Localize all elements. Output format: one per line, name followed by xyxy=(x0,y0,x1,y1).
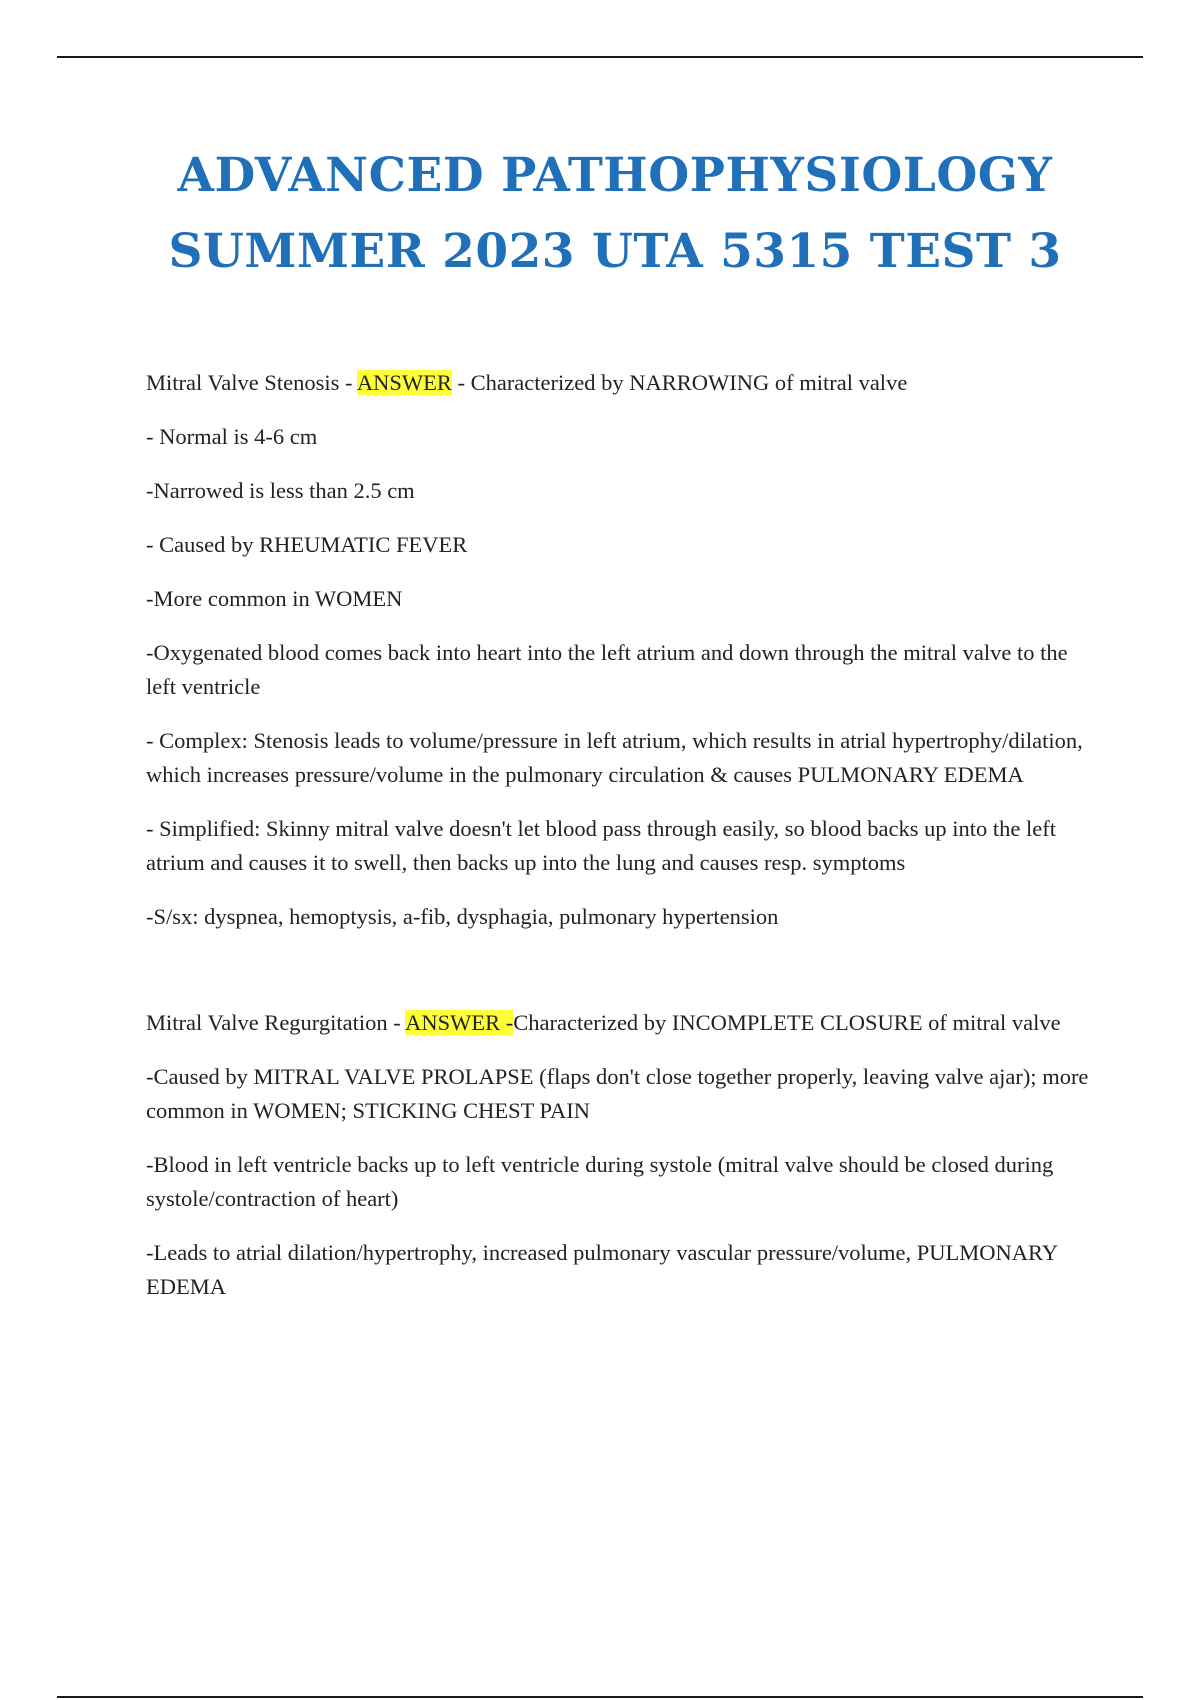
note-line: - Complex: Stenosis leads to volume/pressure in left atrium, which results in atrial hypertrophy/dilation, which increases pressure/volume in the pulmonary circulation & causes PULMONARY EDEMA xyxy=(146,728,1083,787)
term: Mitral Valve Regurgitation - xyxy=(146,1010,406,1035)
note-line: - Simplified: Skinny mitral valve doesn't let blood pass through easily, so blood backs up into the left atrium and causes it to swell, then backs up into the lung and causes resp. symptoms xyxy=(146,816,1056,875)
title-line-1: ADVANCED PATHOPHYSIOLOGY xyxy=(177,148,1053,203)
note-line: -Caused by MITRAL VALVE PROLAPSE (flaps don't close together properly, leaving valve ajar); more common in WOMEN; STICKING CHEST PAIN xyxy=(146,1064,1089,1123)
note-line: -More common in WOMEN xyxy=(146,586,403,611)
answer-highlight: ANSWER - xyxy=(405,1010,514,1035)
note-line: - Normal is 4-6 cm xyxy=(146,424,318,449)
note-line: -Leads to atrial dilation/hypertrophy, increased pulmonary vascular pressure/volume, PULMONARY EDEMA xyxy=(146,1240,1058,1299)
question-row xyxy=(146,1006,1096,1040)
note-line: - Caused by RHEUMATIC FEVER xyxy=(146,532,468,557)
note-line: -Narrowed is less than 2.5 cm xyxy=(146,478,415,503)
note-line: -S/sx: dyspnea, hemoptysis, a-fib, dysphagia, pulmonary hypertension xyxy=(146,904,779,929)
definition: Characterized by INCOMPLETE CLOSURE of mitral valve xyxy=(513,1010,1061,1035)
term: Mitral Valve Stenosis - xyxy=(146,370,357,395)
top-rule xyxy=(57,56,1143,58)
title-line-2: SUMMER 2023 UTA 5315 TEST 3 xyxy=(168,224,1062,279)
section-mitral-valve-stenosis xyxy=(146,366,1096,934)
definition: - Characterized by NARROWING of mitral valve xyxy=(451,370,908,395)
document-title xyxy=(60,138,1170,290)
answer-highlight: ANSWER xyxy=(356,370,452,395)
document-body xyxy=(146,366,1096,1324)
question-row xyxy=(146,366,1096,400)
section-mitral-valve-regurgitation xyxy=(146,1006,1096,1304)
note-line: -Blood in left ventricle backs up to left ventricle during systole (mitral valve should be closed during systole/contraction of heart) xyxy=(146,1152,1054,1211)
note-line: -Oxygenated blood comes back into heart into the left atrium and down through the mitral valve to the left ventricle xyxy=(146,640,1068,699)
bottom-rule xyxy=(57,1696,1143,1698)
section-spacer xyxy=(146,954,1096,1006)
